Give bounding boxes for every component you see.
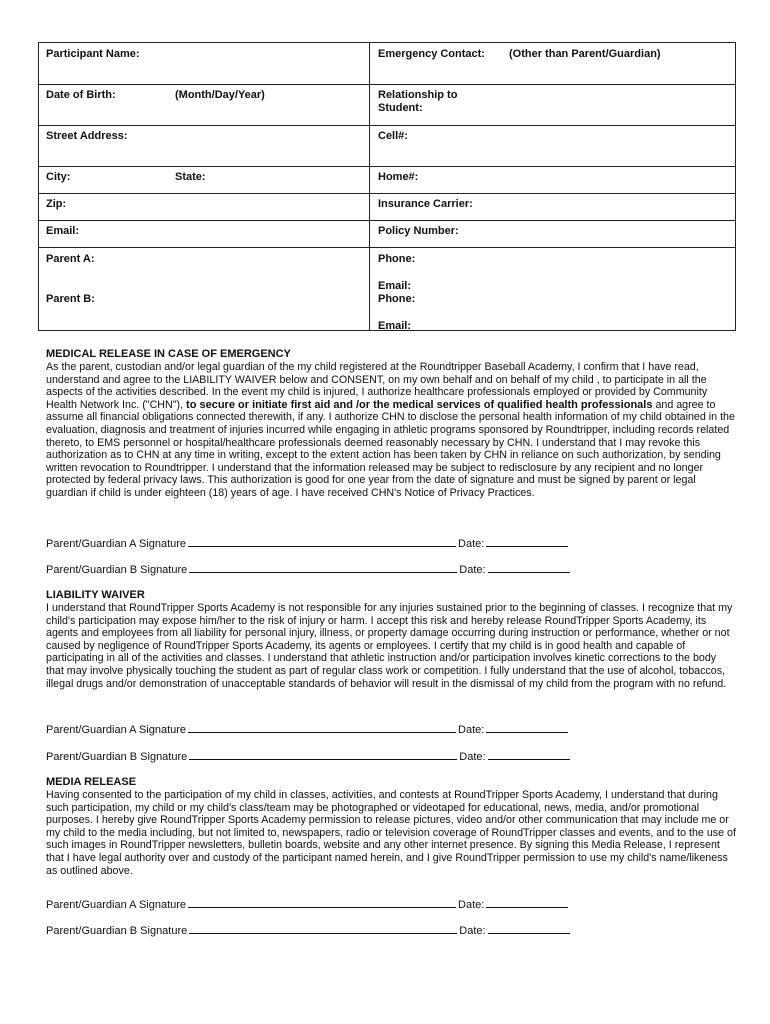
signature-b-label: Parent/Guardian B Signature — [46, 564, 188, 576]
liability-waiver-text: I understand that RoundTripper Sports Academy is not responsible for any injuries sustained prior to the beginning of classes. I recognize that my child's participation may expose him/her to the risk of injury or harm. I accept this risk and hereby release RoundTripper Sports Academy, its agents and employees from all liability for personal injury, illness, or property damage occurring during instruction or performance, whether or not caused by negligence of RoundTripper Sports Academy, its agents or employees. I certify that my child is in good health and capable of participating in all of the activities and classes. I understand that athletic instruction and/or participation involves kinetic corrections to the body that may involve physically touching the student as part of regular class work or competition. I fully understand that the use of alcohol, tobaccos, illegal drugs and/or demonstration of unacceptable standards of behavior will result in the dismissal of my child from the program with no refund. — [46, 602, 733, 690]
signature-line[interactable] — [188, 897, 456, 908]
media-release-title: MEDIA RELEASE — [46, 776, 137, 788]
parent-a-label[interactable]: Parent A: — [46, 253, 95, 265]
signature-b-label: Parent/Guardian B Signature — [46, 751, 188, 763]
dob-label[interactable]: Date of Birth: — [46, 89, 116, 101]
media-release-text: Having consented to the participation of my child in classes, activities, and contests at RoundTripper Sports Academy, I understand that during such participation, my child or my child's class/team may be photographed or videotaped for educational, news, media, and/or promotional purposes. I hereby give RoundTripper Sports Academy permission to release pictures, video and/or other communication that may include me or my child to the media including, but not limited to, newspapers, radio or television coverage of RoundTripper classes and events, and to the use of such images in RoundTripper newsletters, bulletin boards, website and any other internet presence. By signing this Media Release, I represent that I have legal authority over and custody of the participant named herein, and I give RoundTripper permission to use my child's name/likeness as outlined above. — [46, 789, 736, 877]
signature-line[interactable] — [189, 562, 457, 573]
grid-divider — [39, 193, 735, 194]
policy-number-label[interactable]: Policy Number: — [378, 225, 459, 237]
medical-text-bold: to secure or initiate first aid and /or the medical services of qualified health professionals — [186, 398, 653, 411]
street-address-label[interactable]: Street Address: — [46, 130, 128, 142]
date-label: Date: — [458, 538, 485, 550]
grid-divider — [39, 166, 735, 167]
date-label: Date: — [459, 925, 486, 937]
media-signature-b[interactable] — [46, 923, 570, 938]
participant-name-label[interactable]: Participant Name: — [46, 48, 140, 60]
liability-waiver-title: LIABILITY WAIVER — [46, 589, 145, 601]
date-line[interactable] — [486, 897, 568, 908]
medical-signature-a[interactable] — [46, 536, 568, 551]
date-label: Date: — [459, 564, 486, 576]
signature-a-label: Parent/Guardian A Signature — [46, 899, 187, 911]
cell-phone-label[interactable]: Cell#: — [378, 130, 408, 142]
parent-b-phone-label[interactable]: Phone: — [378, 293, 416, 305]
parent-b-email-label[interactable]: Email: — [378, 320, 412, 332]
signature-line[interactable] — [189, 923, 457, 934]
grid-divider — [369, 43, 370, 330]
signature-line[interactable] — [188, 722, 456, 733]
relationship-label-line-1: Relationship to — [378, 89, 458, 101]
media-release-section — [46, 776, 736, 877]
medical-text-part-1: As the parent, custodian and/or legal guardian of the my child registered at the Roundtripper Baseball Academy, I confirm that I have read, understand and agree to the LIABILITY WAIVER below and CONSENT, on my own behalf and on behalf of my child , to participate in all the aspects of the activities described. In the event my child is injured, I authorize healthcare professionals employed or provided by Community Health Network Inc. ("CHN"), — [46, 361, 708, 411]
insurance-carrier-label[interactable]: Insurance Carrier: — [378, 198, 473, 210]
parent-a-email-label[interactable]: Email: — [378, 280, 412, 292]
parent-b-label[interactable]: Parent B: — [46, 293, 95, 305]
signature-a-label: Parent/Guardian A Signature — [46, 538, 187, 550]
liability-signature-b[interactable] — [46, 749, 570, 764]
dob-format-note: (Month/Day/Year) — [175, 89, 265, 101]
grid-divider — [39, 84, 735, 85]
grid-divider — [39, 220, 735, 221]
emergency-contact-label[interactable]: Emergency Contact: — [378, 48, 485, 60]
medical-text-part-2: and agree to assume all financial obligations connected therewith, if any. I authorize CHN to disclose the personal health information of my child obtained in the evaluation, diagnosis and treatment of injuries incurred while engaging in athletic programs sponsored by Roundtripper, including records related thereto, to EMS personnel or hospital/healthcare professionals deemed reasonably necessary by CHN. I understand that I may revoke this authorization as to CHN at any time in writing, except to the extent action has been taken by CHN in reliance on such authorization, by sending written revocation to Roundtripper. I understand that the information released may be subject to redisclosure by any recipient and no longer protected by federal privacy laws. This authorization is good for one year from the date of signature and must be signed by parent or legal guardian if child is under eighteen (18) years of age. I have received CHN's Notice of Privacy Practices. — [46, 398, 735, 499]
relationship-label-line-2: Student: — [378, 102, 423, 114]
emergency-contact-note: (Other than Parent/Guardian) — [509, 48, 661, 60]
date-label: Date: — [458, 724, 485, 736]
medical-signature-b[interactable] — [46, 562, 570, 577]
date-line[interactable] — [486, 722, 568, 733]
zip-label[interactable]: Zip: — [46, 198, 67, 210]
liability-waiver-section — [46, 589, 736, 690]
email-label[interactable]: Email: — [46, 225, 80, 237]
date-line[interactable] — [486, 536, 568, 547]
medical-release-text — [46, 361, 736, 500]
signature-b-label: Parent/Guardian B Signature — [46, 925, 188, 937]
medical-release-title: MEDICAL RELEASE IN CASE OF EMERGENCY — [46, 348, 291, 360]
date-label: Date: — [459, 751, 486, 763]
media-signature-a[interactable] — [46, 897, 568, 912]
grid-divider — [39, 125, 735, 126]
signature-line[interactable] — [188, 536, 456, 547]
home-phone-label[interactable]: Home#: — [378, 171, 419, 183]
date-line[interactable] — [488, 562, 570, 573]
grid-divider — [39, 247, 735, 248]
relationship-label[interactable] — [378, 89, 457, 115]
date-label: Date: — [458, 899, 485, 911]
date-line[interactable] — [488, 923, 570, 934]
parent-a-phone-label[interactable]: Phone: — [378, 253, 416, 265]
state-label[interactable]: State: — [175, 171, 206, 183]
date-line[interactable] — [488, 749, 570, 760]
signature-a-label: Parent/Guardian A Signature — [46, 724, 187, 736]
city-label[interactable]: City: — [46, 171, 71, 183]
signature-line[interactable] — [189, 749, 457, 760]
liability-signature-a[interactable] — [46, 722, 568, 737]
medical-release-section — [46, 348, 736, 500]
